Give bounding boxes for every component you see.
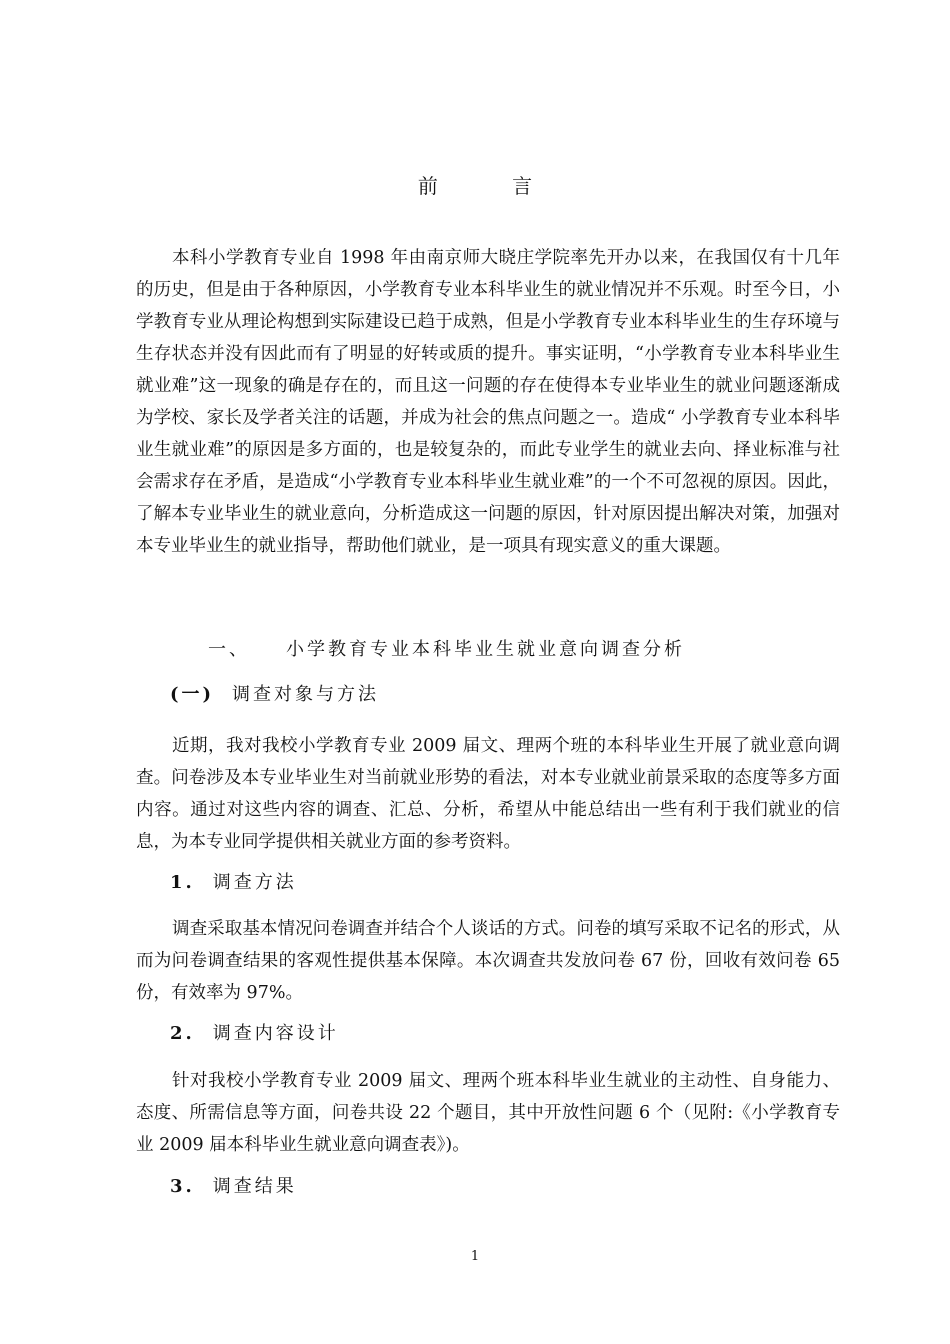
section-number: 一、	[208, 639, 250, 660]
item-number-2: 2.	[170, 1023, 195, 1044]
subsection-heading	[170, 680, 379, 706]
item-heading-2	[170, 1019, 339, 1045]
item-title-1: 调查方法	[212, 872, 297, 893]
section-title: 小学教育专业本科毕业生就业意向调查分析	[286, 639, 685, 660]
item-number-1: 1.	[170, 872, 195, 893]
page-number: 1	[470, 1249, 480, 1264]
intro-paragraph: 本科小学教育专业自 1998 年由南京师大晓庄学院率先开办以来，在我国仅有十几年的历史，但是由于各种原因，小学教育专业本科毕业生的就业情况并不乐观。时至今日，小学教育专业从理论构想到实际建设已趋于成熟，但是小学教育专业本科毕业生的生存环境与生存状态并没有因此而有了明显的好转或质的提升。事实证明，“小学教育专业本科毕业生就业难”这一现象的确是存在的，而且这一问题的存在使得本专业毕业生的就业问题逐渐成为学校、家长及学者关注的话题，并成为社会的焦点问题之一。造成“ 小学教育专业本科毕业生就业难”的原因是多方面的，也是较复杂的，而此专业学生的就业去向、择业标准与社会需求存在矛盾，是造成“小学教育专业本科毕业生就业难”的一个不可忽视的原因。因此，了解本专业毕业生的就业意向，分析造成这一问题的原因，针对原因提出解决对策，加强对本专业毕业生的就业指导，帮助他们就业，是一项具有现实意义的重大课题。	[136, 248, 840, 556]
item-title-2: 调查内容设计	[212, 1023, 339, 1044]
page-title: 前 言	[417, 174, 567, 198]
item-number-3: 3.	[170, 1176, 195, 1197]
item-heading-3	[170, 1172, 297, 1198]
item-heading-1	[170, 868, 297, 894]
survey-paragraph: 近期，我对我校小学教育专业 2009 届文、理两个班的本科毕业生开展了就业意向调查。问卷涉及本专业毕业生对当前就业形势的看法，对本专业就业前景采取的态度等多方面内容。通过对这些内容的调查、汇总、分析，希望从中能总结出一些有利于我们就业的信息，为本专业同学提供相关就业方面的参考资料。	[136, 736, 840, 852]
section-heading	[208, 635, 685, 661]
content-paragraph: 针对我校小学教育专业 2009 届文、理两个班本科毕业生就业的主动性、自身能力、态度、所需信息等方面，问卷共设 22 个题目，其中开放性问题 6 个（见附:《小学教育专业 2009 届本科毕业生就业意向调查表》)。	[136, 1071, 840, 1155]
method-paragraph: 调查采取基本情况问卷调查并结合个人谈话的方式。问卷的填写采取不记名的形式，从而为问卷调查结果的客观性提供基本保障。本次调查共发放问卷 67 份，回收有效问卷 65 份，有效率为 97%。	[136, 919, 840, 1003]
item-title-3: 调查结果	[212, 1176, 297, 1197]
subsection-number: (一)	[170, 684, 215, 705]
subsection-title: 调查对象与方法	[232, 684, 380, 705]
